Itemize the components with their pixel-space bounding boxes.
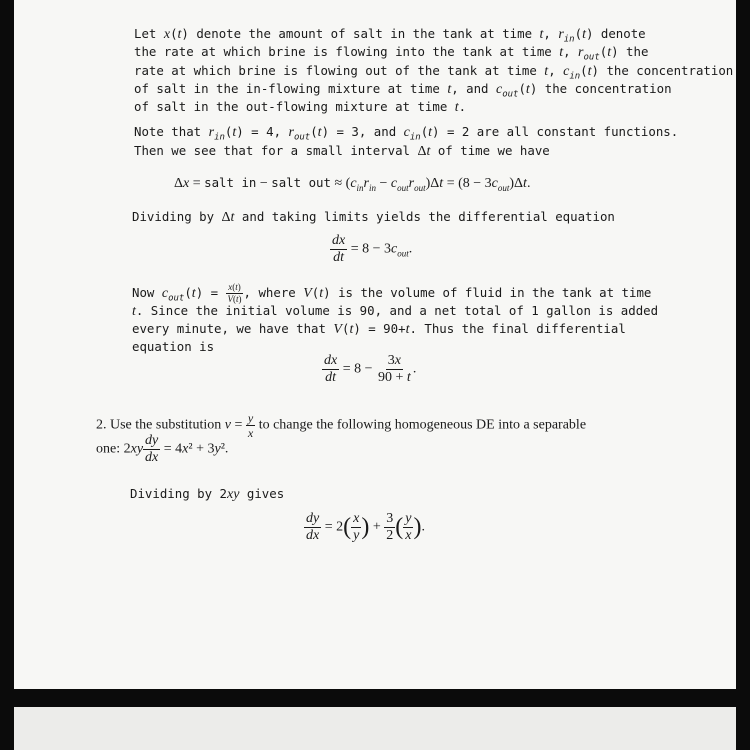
document-page-1 <box>14 0 736 689</box>
question-2-line-1: 2. Use the substitution v = $\frac{y}{x}$ to change the following homogeneous DE into a separable <box>96 411 587 440</box>
equation-1: Δx = salt in − salt out ≈ $(c_{in}r_{in} - c_{out}r_{out})\Delta t = (8 - 3c_{out})\Delta t$. <box>174 175 531 193</box>
paragraph-3: Dividing by Δt and taking limits yields the differential equation <box>132 209 615 225</box>
equation-2: $\frac{dx}{dt}$ = $8 - 3c_{out}$. <box>332 233 413 265</box>
paragraph-1-line-1: Let x(t) denote the amount of salt in the tank at time t, $r_{in}(t)$ denote <box>134 26 646 45</box>
paragraph-2-line-1: Note that $r_{in}(t) = 4$, $r_{out}(t) = 3$, and $c_{in}(t) = 2$ are all constant functions. <box>134 124 679 143</box>
paragraph-1-line-5: of salt in the out-flowing mixture at time t. <box>134 99 467 115</box>
paragraph-1-line-4: of salt in the in-flowing mixture at time t, and $c_{out}(t)$ the concentration <box>134 81 672 100</box>
paragraph-1-line-2: the rate at which brine is flowing into the tank at time t, $r_{out}(t)$ the <box>134 44 649 63</box>
paragraph-4-line-2: t. Since the initial volume is 90, and a net total of 1 gallon is added <box>132 303 659 319</box>
paragraph-4-line-4: equation is <box>132 339 215 354</box>
equation-3: $\frac{dx}{dt}$ = 8 − $\frac{3x}{90 + t}$ . <box>324 353 417 385</box>
paragraph-2-line-2: Then we see that for a small interval Δt of time we have <box>134 143 550 159</box>
question-2-line-2: one: 2xy $\frac{dy}{dx}$ = 4x² + 3y². <box>96 433 229 465</box>
paragraph-4-line-1: Now $c_{out}(t)$ = $\frac{x(t)}{V(t)}$ , where V(t) is the volume of fluid in the tank at time <box>132 282 652 304</box>
paragraph-5: Dividing by 2xy gives <box>130 486 285 502</box>
paragraph-1-line-3: rate at which brine is flowing out of the tank at time t, $c_{in}(t)$ the concentration <box>134 63 734 82</box>
equation-4: $\frac{dy}{dx}$ = 2( $\frac{x}{y}$ ) + $\frac{3}{2}$ ( $\frac{y}{x}$ ). <box>306 511 425 543</box>
paragraph-4-line-3: every minute, we have that V(t) = 90+t. Thus the final differential <box>132 321 626 337</box>
document-page-2 <box>14 707 736 750</box>
